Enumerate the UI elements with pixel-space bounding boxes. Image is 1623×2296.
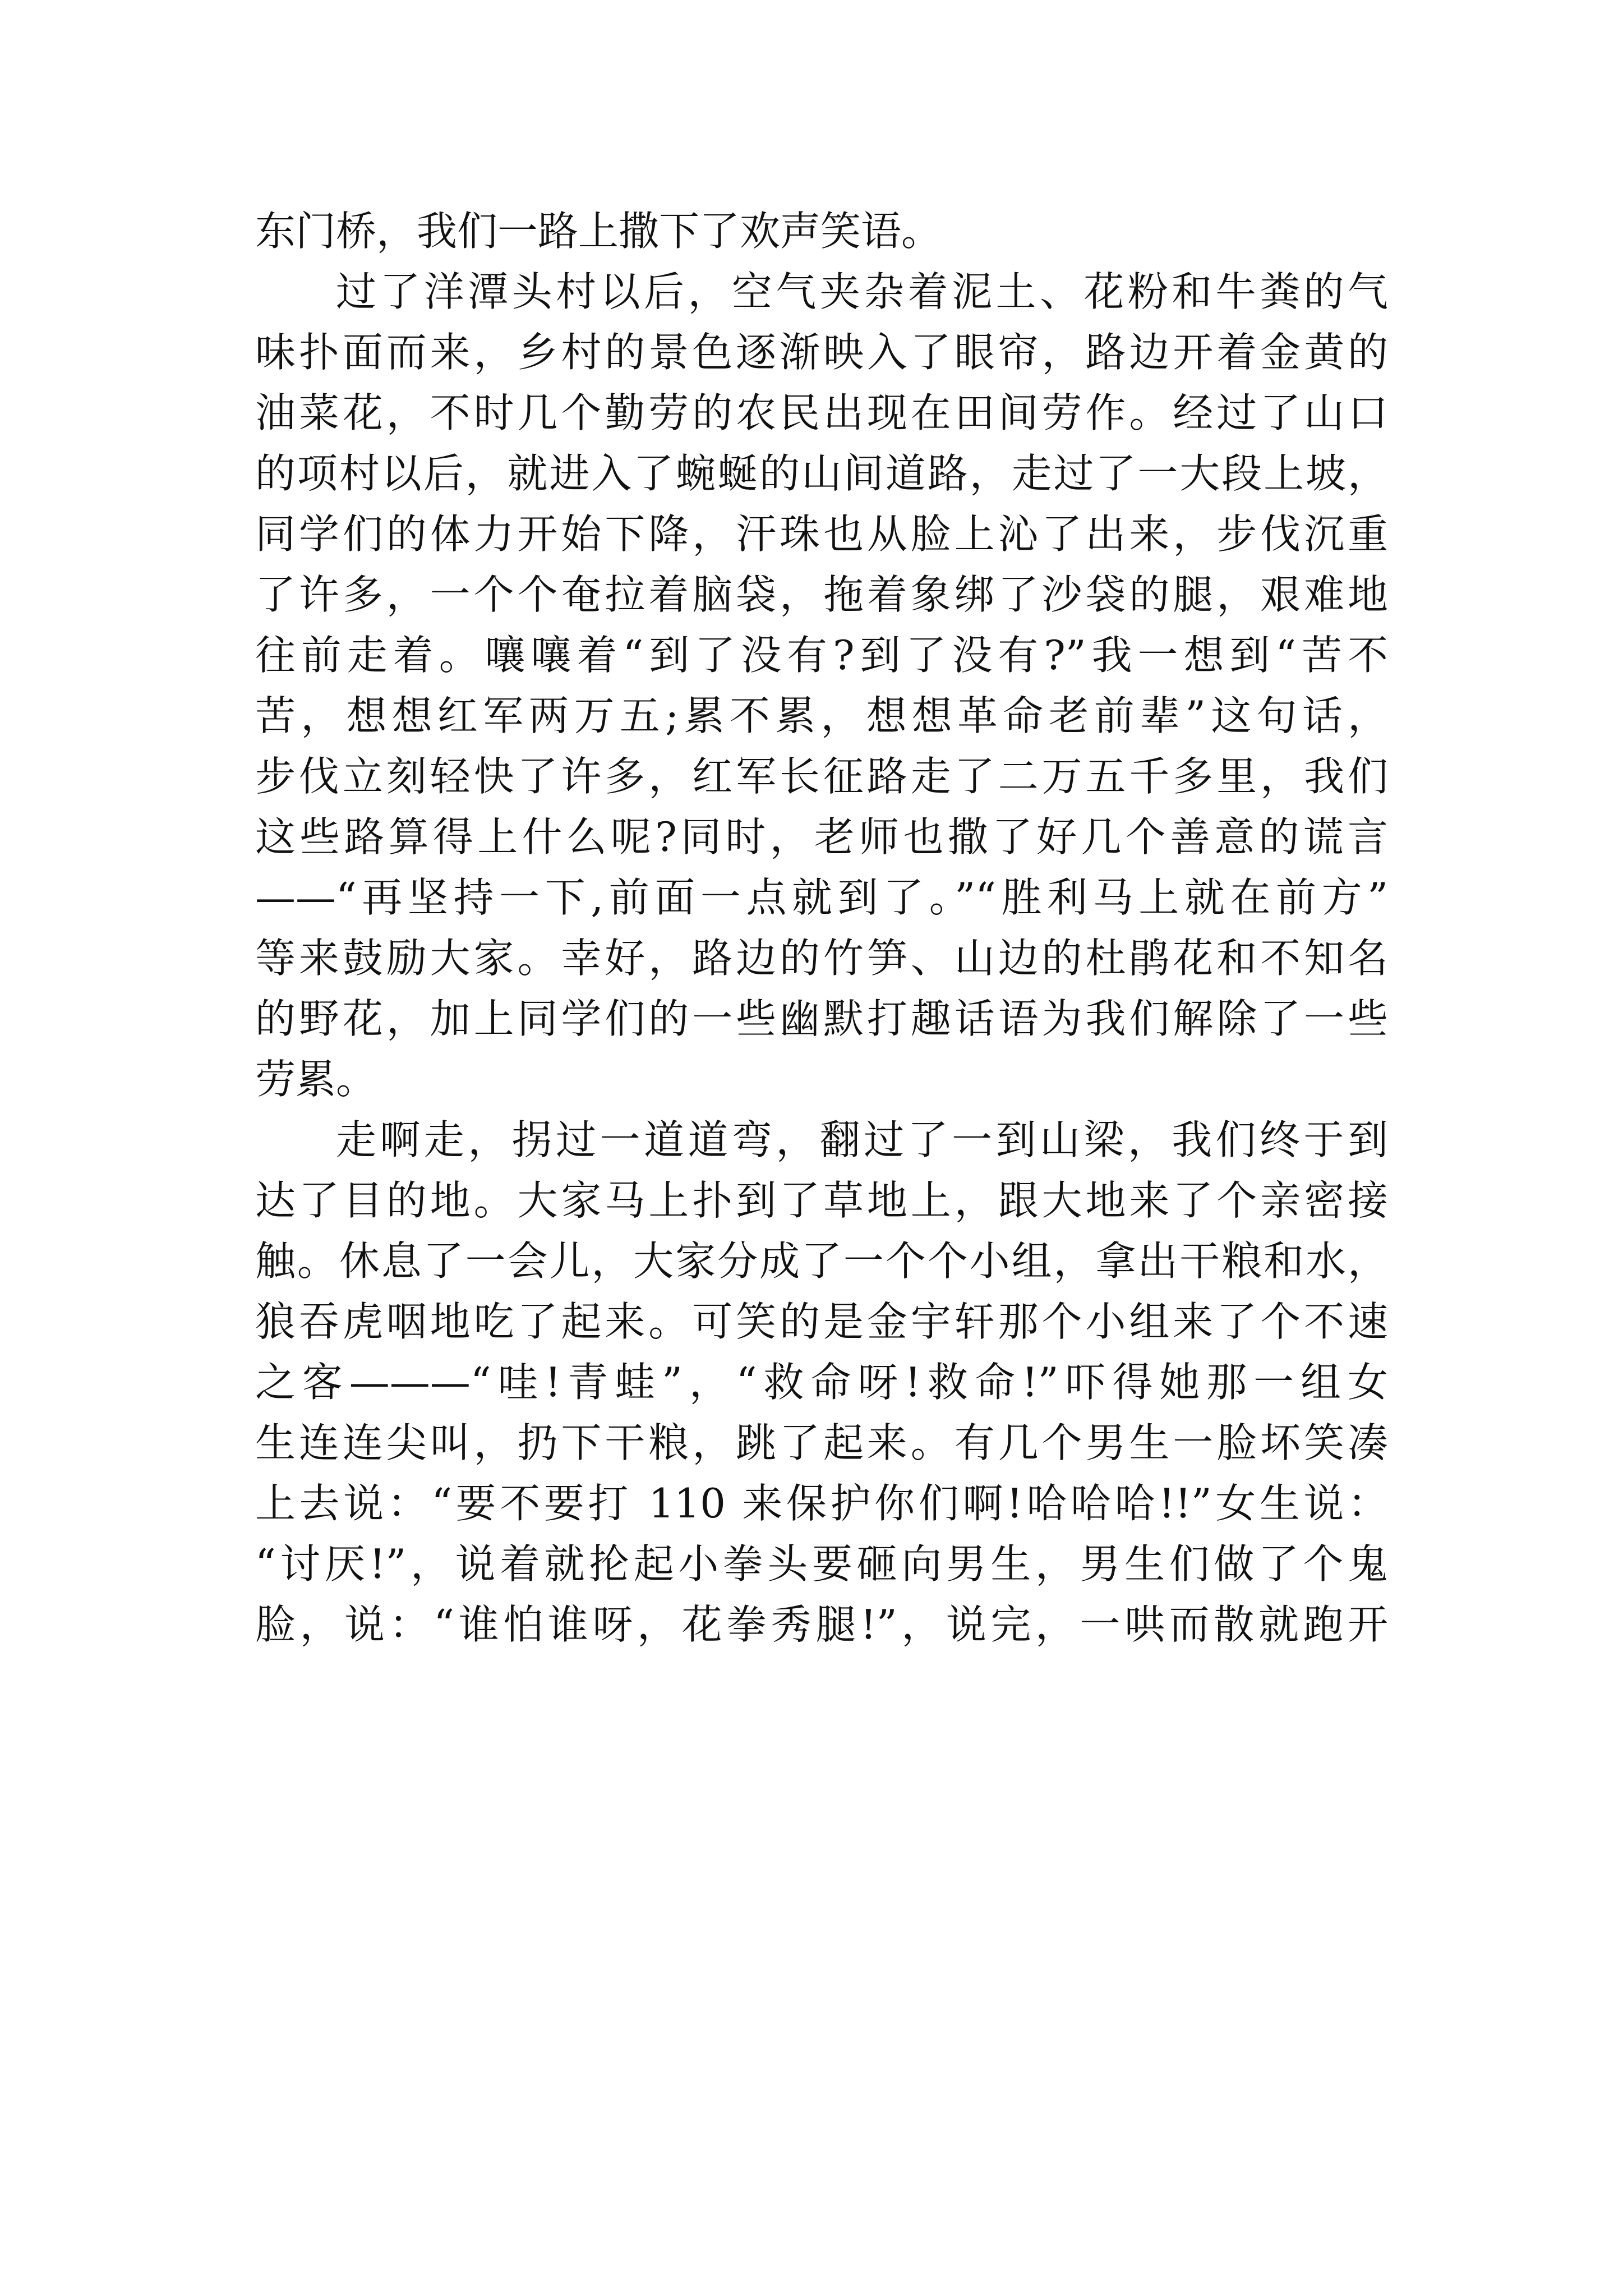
text-line: 同学们的体力开始下降，汗珠也从脸上沁了出来，步伐沉重 (255, 510, 1388, 558)
text-line: 生连连尖叫，扔下干粮，跳了起来。有几个男生一脸坏笑凑 (255, 1419, 1388, 1466)
text-line: 之客———“哇!青蛙”，“救命呀!救命!”吓得她那一组女 (255, 1359, 1388, 1406)
text-line: “讨厌!”，说着就抡起小拳头要砸向男生，男生们做了个鬼 (255, 1540, 1388, 1588)
text-line: 脸，说：“谁怕谁呀，花拳秀腿!”，说完，一哄而散就跑开 (255, 1601, 1388, 1648)
text-line: 等来鼓励大家。幸好，路边的竹笋、山边的杜鹃花和不知名 (255, 935, 1388, 982)
text-line: 了许多，一个个奄拉着脑袋，拖着象绑了沙袋的腿，艰难地 (255, 571, 1388, 618)
text-line: 的项村以后，就进入了蜿蜒的山间道路，走过了一大段上坡， (255, 450, 1388, 497)
text-line: 东门桥，我们一路上撒下了欢声笑语。 (255, 208, 942, 255)
text-line: 上去说：“要不要打 110 来保护你们啊!哈哈哈!!”女生说： (255, 1480, 1388, 1527)
text-line: 往前走着。嚷嚷着“到了没有?到了没有?”我一想到“苦不 (255, 632, 1388, 679)
text-line: 油菜花，不时几个勤劳的农民出现在田间劳作。经过了山口 (255, 389, 1388, 436)
text-line: 触。休息了一会儿，大家分成了一个个小组，拿出干粮和水， (255, 1237, 1388, 1285)
text-line: 步伐立刻轻快了许多，红军长征路走了二万五千多里，我们 (255, 753, 1388, 800)
body-text (255, 201, 1388, 1655)
text-line: 这些路算得上什么呢?同时，老师也撒了好几个善意的谎言 (255, 813, 1388, 861)
text-line: 劳累。 (255, 1056, 377, 1103)
text-line: 过了洋潭头村以后，空气夹杂着泥土、花粉和牛粪的气 (336, 268, 1388, 315)
text-line: 走啊走，拐过一道道弯，翻过了一到山梁，我们终于到 (336, 1116, 1388, 1163)
text-line: 达了目的地。大家马上扑到了草地上，跟大地来了个亲密接 (255, 1177, 1388, 1224)
text-line: 苦，想想红军两万五;累不累，想想革命老前辈”这句话， (255, 692, 1388, 739)
text-line: ——“再坚持一下,前面一点就到了。”“胜利马上就在前方” (255, 874, 1388, 921)
text-line: 狼吞虎咽地吃了起来。可笑的是金宇轩那个小组来了个不速 (255, 1298, 1388, 1345)
text-line: 味扑面而来，乡村的景色逐渐映入了眼帘，路边开着金黄的 (255, 329, 1388, 376)
text-line: 的野花，加上同学们的一些幽默打趣话语为我们解除了一些 (255, 995, 1388, 1042)
